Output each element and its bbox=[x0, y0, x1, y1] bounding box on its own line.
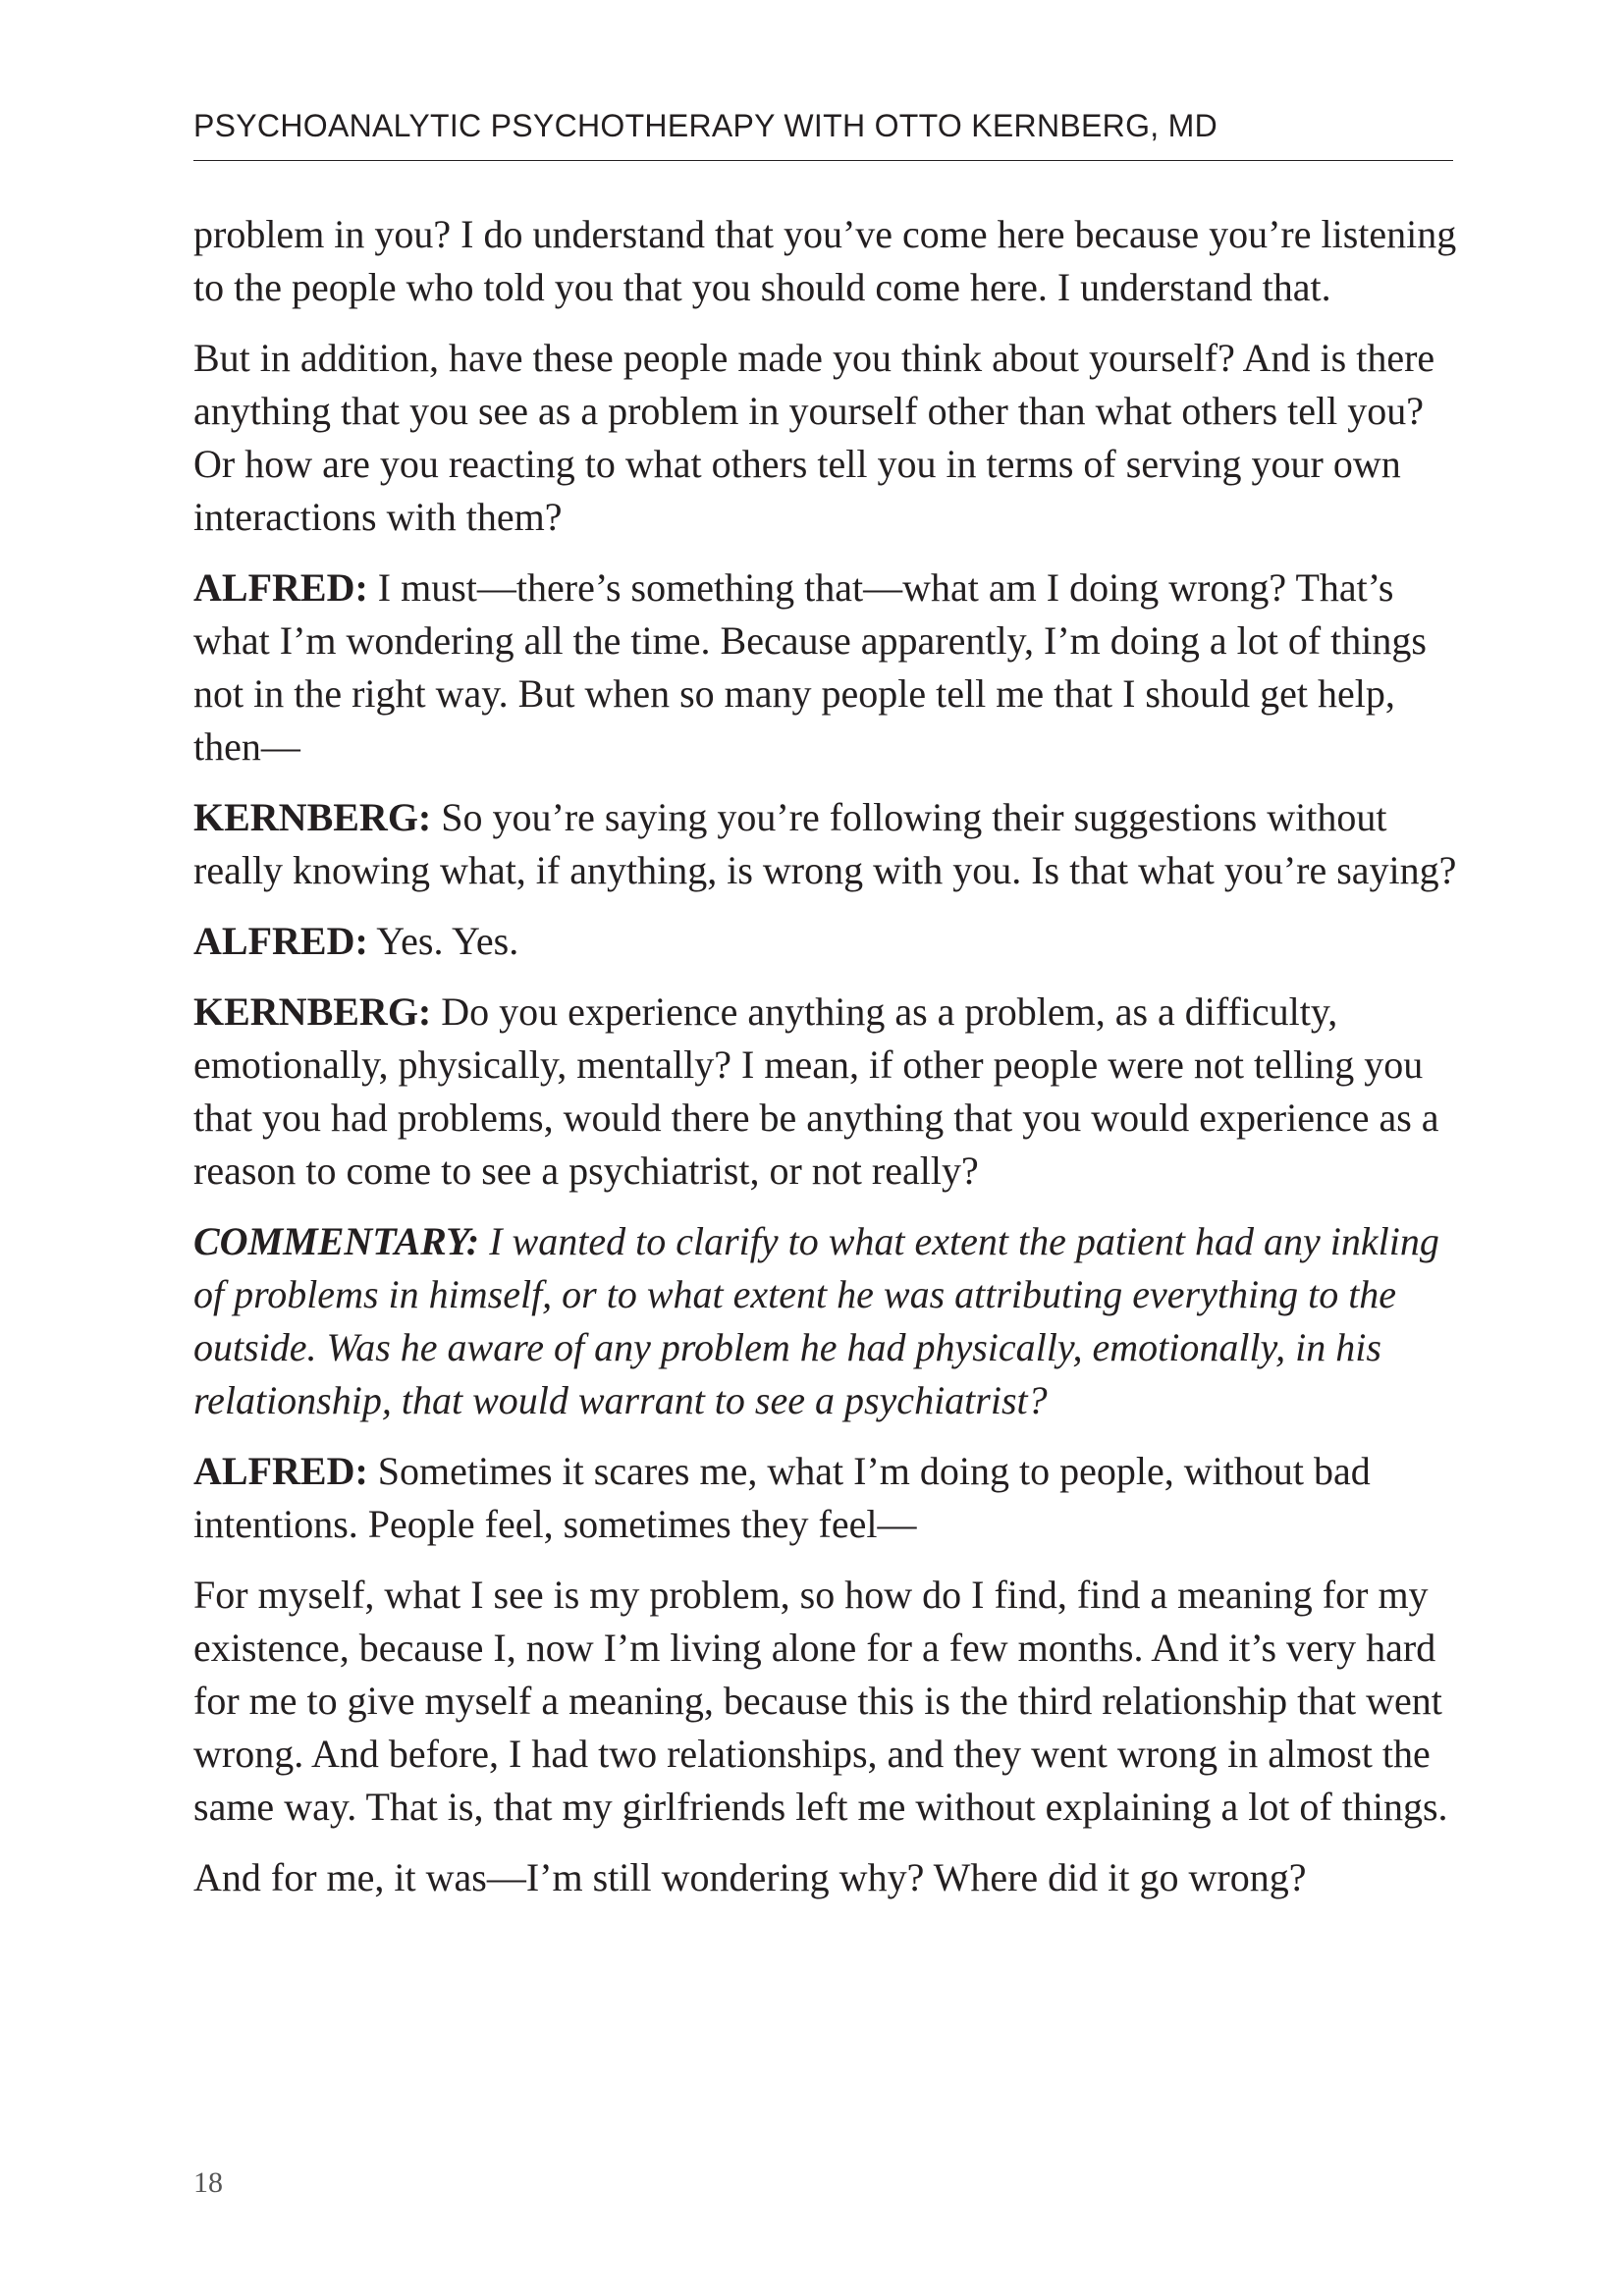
speaker-label: ALFRED: bbox=[193, 565, 368, 610]
paragraph bbox=[193, 1851, 1460, 1904]
speaker-label: KERNBERG: bbox=[193, 795, 432, 839]
dialogue-alfred bbox=[193, 1445, 1460, 1551]
paragraph bbox=[193, 332, 1460, 544]
commentary-text: I wanted to clarify to what extent the patient had any inkling of problems in himself, or to what extent he was attributing everything to the outside. Was he aware of any problem he had physically, emotionally, in his relationship, that would warrant to see a psychiatrist? bbox=[193, 1219, 1439, 1422]
dialogue-kernberg bbox=[193, 791, 1460, 897]
speaker-label: ALFRED: bbox=[193, 1449, 368, 1493]
paragraph-text: But in addition, have these people made you think about yourself? And is there anything that you see as a problem in yourself other than what others tell you? Or how are you reacting to what others tell you in terms of serving your own interactions with them? bbox=[193, 336, 1435, 539]
paragraph-text: For myself, what I see is my problem, so how do I find, find a meaning for my existence, because I, now I’m living alone for a few months. And it’s very hard for me to give myself a meaning, because this is the third relationship that went wrong. And before, I had two relationships, and they went wrong in almost the same way. That is, that my girlfriends left me without explaining a lot of things. bbox=[193, 1573, 1448, 1829]
paragraph-text: And for me, it was—I’m still wondering why? Where did it go wrong? bbox=[193, 1855, 1307, 1899]
dialogue-text: Sometimes it scares me, what I’m doing to people, without bad intentions. People feel, sometimes they feel— bbox=[193, 1449, 1371, 1546]
paragraph bbox=[193, 1569, 1460, 1834]
dialogue-text: Do you experience anything as a problem, as a difficulty, emotionally, physically, mentally? I mean, if other people were not telling you that you had problems, would there be anything that you would experience as a reason to come to see a psychiatrist, or not really? bbox=[193, 989, 1439, 1193]
dialogue-text: So you’re saying you’re following their suggestions without really knowing what, if anything, is wrong with you. Is that what you’re saying? bbox=[193, 795, 1457, 892]
running-head: PSYCHOANALYTIC PSYCHOTHERAPY WITH OTTO KERNBERG, MD bbox=[193, 108, 1218, 143]
body-text bbox=[193, 208, 1460, 1922]
paragraph-text: problem in you? I do understand that you’ve come here because you’re listening to the people who told you that you should come here. I understand that. bbox=[193, 212, 1457, 309]
speaker-label: COMMENTARY: bbox=[193, 1219, 480, 1263]
page-number: 18 bbox=[193, 2166, 223, 2199]
speaker-label: KERNBERG: bbox=[193, 989, 432, 1034]
dialogue-alfred bbox=[193, 915, 1460, 968]
dialogue-text: Yes. Yes. bbox=[367, 919, 519, 963]
speaker-label: ALFRED: bbox=[193, 919, 368, 963]
paragraph bbox=[193, 208, 1460, 314]
header-rule bbox=[193, 160, 1453, 161]
commentary bbox=[193, 1215, 1460, 1427]
dialogue-alfred bbox=[193, 561, 1460, 774]
dialogue-text: I must—there’s something that—what am I doing wrong? That’s what I’m wondering all the time. Because apparently, I’m doing a lot of things not in the right way. But when so many people tell me that I should get help, then— bbox=[193, 565, 1427, 769]
dialogue-kernberg bbox=[193, 986, 1460, 1198]
